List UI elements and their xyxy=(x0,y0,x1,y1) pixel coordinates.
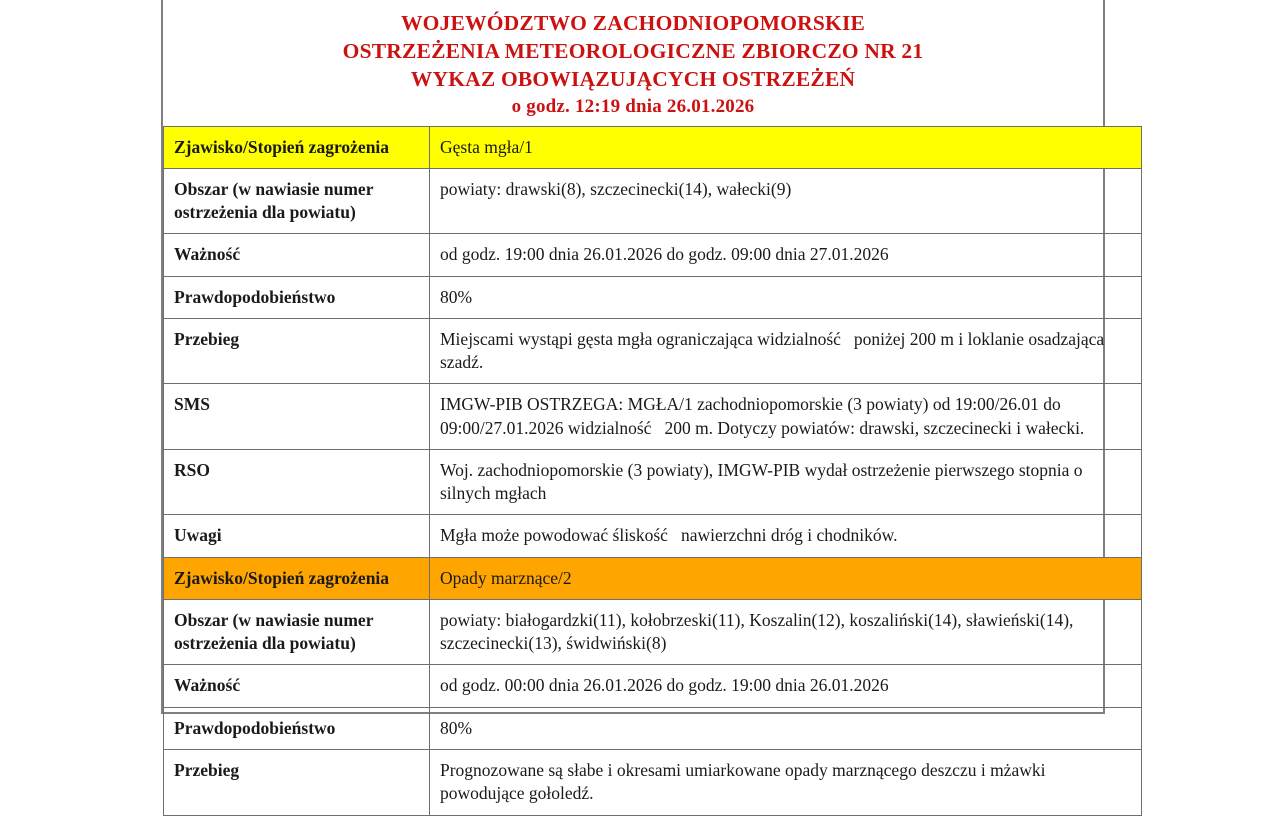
row-value-probability: 80% xyxy=(430,276,1142,318)
row-value-probability: 80% xyxy=(430,707,1142,749)
table-row xyxy=(164,750,1142,816)
sms-text-after: 200 m. Dotyczy powiatów: drawski, szczecinecki i wałecki. xyxy=(664,417,1085,438)
table-row xyxy=(164,515,1142,557)
table-row xyxy=(164,168,1142,234)
warnings-table xyxy=(163,126,1142,816)
row-value-course xyxy=(430,318,1142,384)
table-row xyxy=(164,234,1142,276)
row-value-validity: od godz. 19:00 dnia 26.01.2026 do godz. 09:00 dnia 27.01.2026 xyxy=(430,234,1142,276)
row-value-area: powiaty: białogardzki(11), kołobrzeski(11), Koszalin(12), koszaliński(14), sławieński(14), szczecinecki(13), świdwiński(8) xyxy=(430,599,1142,665)
warnings-table-body xyxy=(164,126,1142,815)
course-text-before: Miejscami wystąpi gęsta mgła ograniczająca widzialność xyxy=(440,328,841,349)
row-label: Obszar (w nawiasie numer ostrzeżenia dla powiatu) xyxy=(164,599,430,665)
table-row xyxy=(164,707,1142,749)
row-label: Przebieg xyxy=(164,750,430,816)
title-line-3: WYKAZ OBOWIĄZUJĄCYCH OSTRZEŻEŃ xyxy=(410,66,856,91)
title-line-1: WOJEWÓDZTWO ZACHODNIOPOMORSKIE xyxy=(400,11,866,35)
table-row xyxy=(164,557,1142,599)
row-value-phenomenon-level: Opady marznące/2 xyxy=(430,557,1142,599)
table-row xyxy=(164,599,1142,665)
row-label: RSO xyxy=(164,449,430,515)
row-label: SMS xyxy=(164,384,430,450)
document-title-block xyxy=(163,0,1103,126)
document-body xyxy=(161,0,1105,804)
row-value-remarks xyxy=(430,515,1142,557)
row-label: Zjawisko/Stopień zagrożenia xyxy=(164,126,430,168)
remarks-text-after: nawierzchni dróg i chodników. xyxy=(680,525,898,546)
table-row xyxy=(164,276,1142,318)
course-text-after: poniżej 200 m i loklanie osadzająca szadź. xyxy=(440,328,1105,373)
row-label: Obszar (w nawiasie numer ostrzeżenia dla powiatu) xyxy=(164,168,430,234)
sms-text-before: IMGW-PIB OSTRZEGA: MGŁA/1 zachodniopomorskie (3 powiaty) od 19:00/26.01 do 09:00/27.01.2026 widzialność xyxy=(440,394,1061,438)
table-row xyxy=(164,126,1142,168)
remarks-text-before: Mgła może powodować śliskość xyxy=(440,525,668,546)
table-row xyxy=(164,449,1142,515)
row-value-course: Prognozowane są słabe i okresami umiarkowane opady marznącego deszczu i mżawki powodujące gołoledź. xyxy=(430,750,1142,816)
table-row xyxy=(164,665,1142,707)
row-value-rso: Woj. zachodniopomorskie (3 powiaty), IMGW-PIB wydał ostrzeżenie pierwszego stopnia o silnych mgłach xyxy=(430,449,1142,515)
row-label: Ważność xyxy=(164,665,430,707)
table-row xyxy=(164,384,1142,450)
row-value-sms xyxy=(430,384,1142,450)
title-line-2: OSTRZEŻENIA METEOROLOGICZNE ZBIORCZO NR 21 xyxy=(342,38,924,63)
row-label: Zjawisko/Stopień zagrożenia xyxy=(164,557,430,599)
row-value-validity: od godz. 00:00 dnia 26.01.2026 do godz. 19:00 dnia 26.01.2026 xyxy=(430,665,1142,707)
row-label: Prawdopodobieństwo xyxy=(164,707,430,749)
row-label: Ważność xyxy=(164,234,430,276)
row-label: Uwagi xyxy=(164,515,430,557)
row-label: Przebieg xyxy=(164,318,430,384)
row-value-area: powiaty: drawski(8), szczecinecki(14), wałecki(9) xyxy=(430,168,1142,234)
table-row xyxy=(164,318,1142,384)
row-value-phenomenon-level: Gęsta mgła/1 xyxy=(430,126,1142,168)
row-label: Prawdopodobieństwo xyxy=(164,276,430,318)
title-line-4-timestamp: o godz. 12:19 dnia 26.01.2026 xyxy=(511,95,755,117)
